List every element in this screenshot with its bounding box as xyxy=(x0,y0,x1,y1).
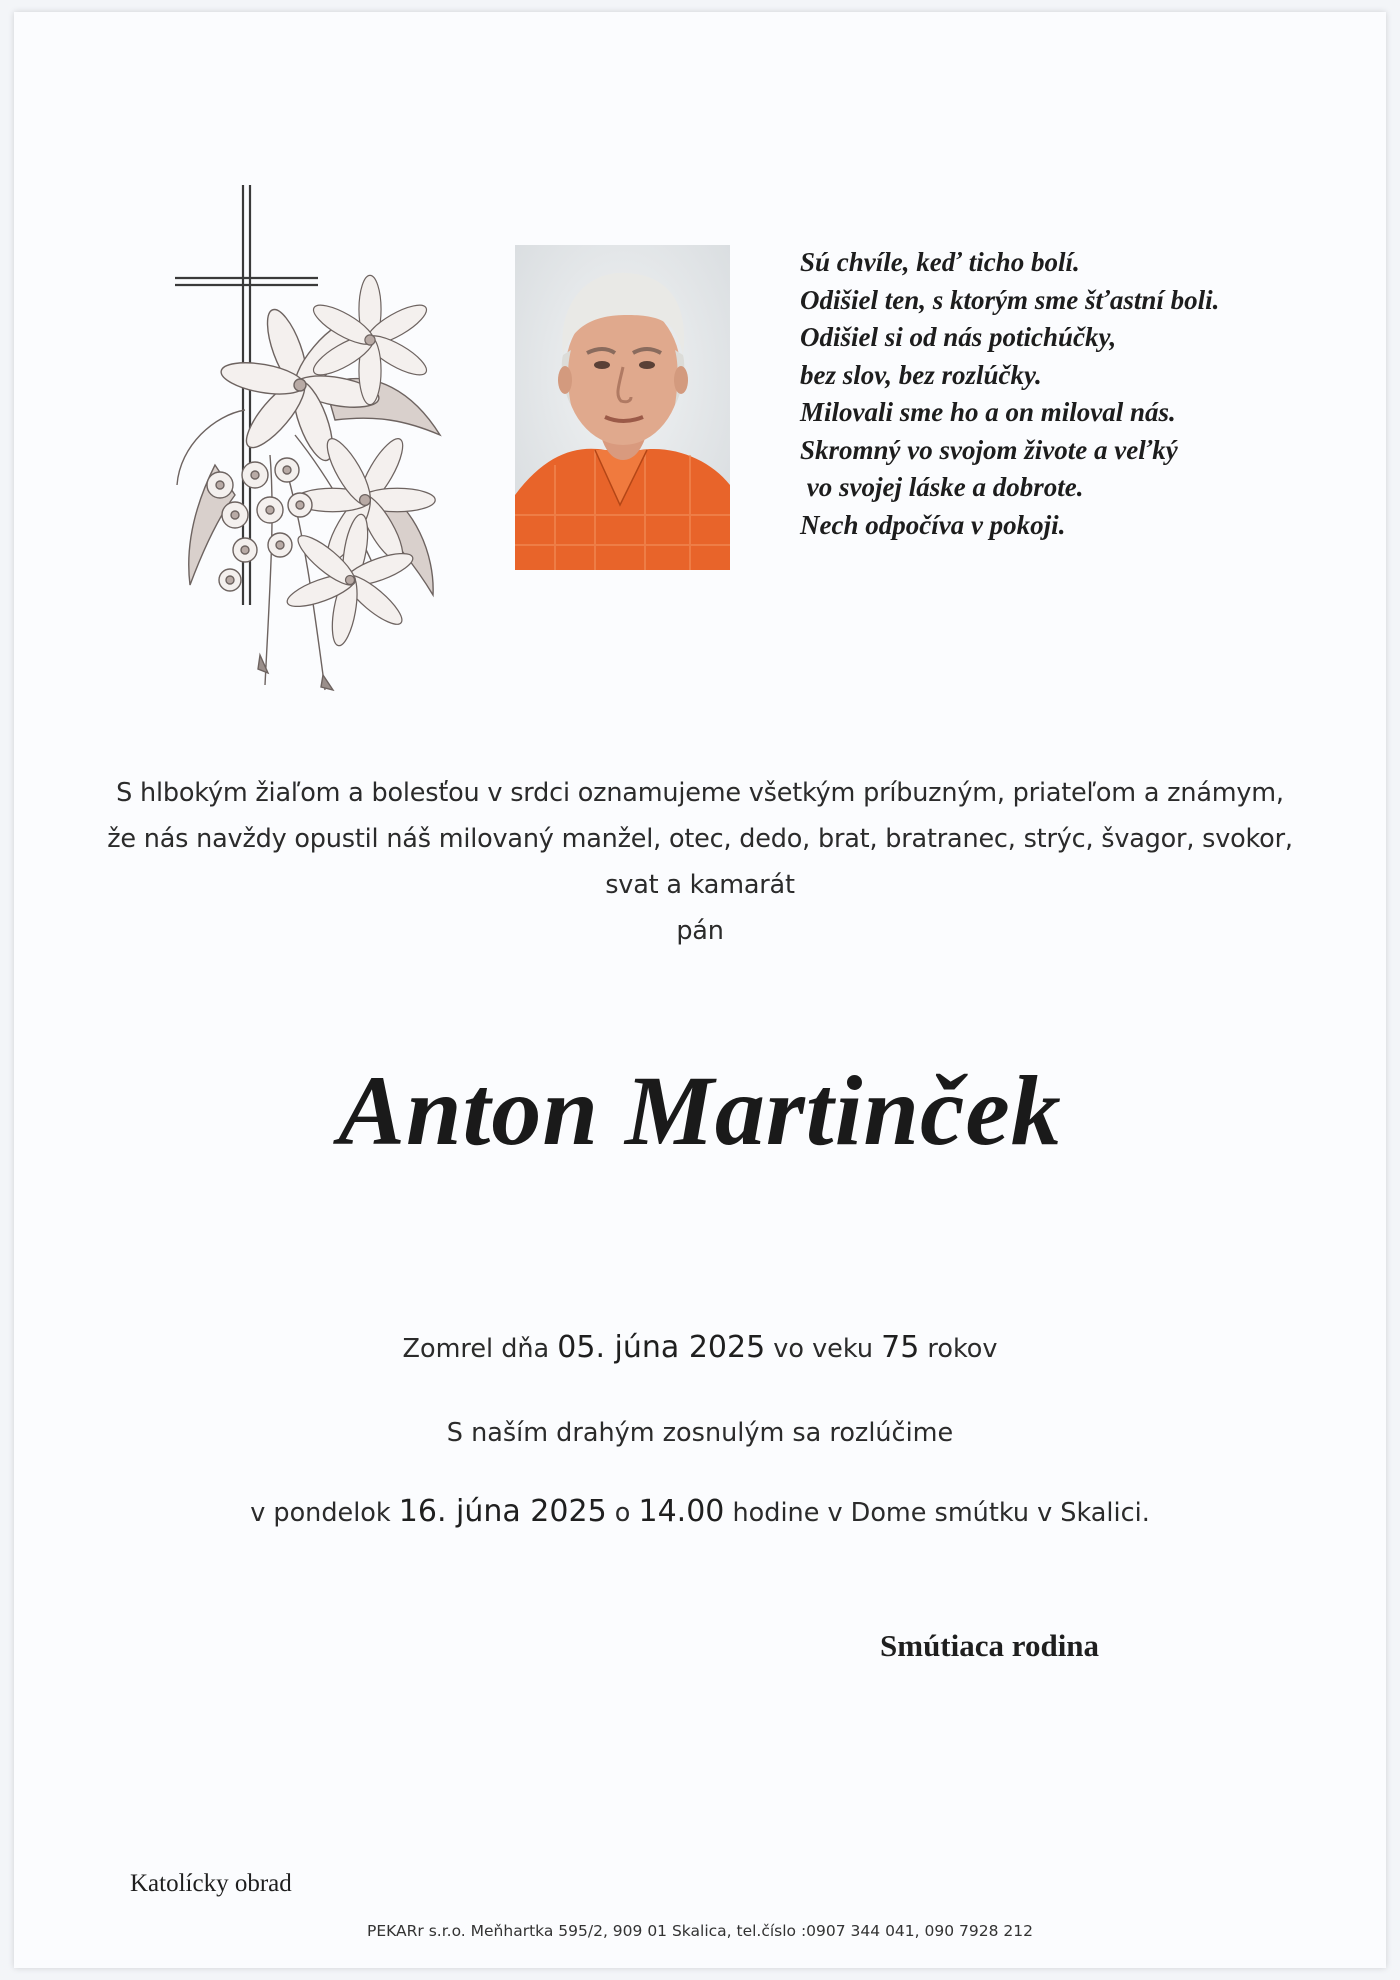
portrait-image xyxy=(515,245,730,570)
deceased-name: Anton Martinček xyxy=(338,1055,1062,1166)
poem xyxy=(800,244,1360,544)
footer-contact: PEKARr s.r.o. Meňhartka 595/2, 909 01 Skalica, tel.číslo :0907 344 041, 090 7928 212 xyxy=(367,1922,1033,1940)
farewell-intro: S naším drahým zosnulým sa rozlúčime xyxy=(446,1418,954,1448)
death-age: 75 xyxy=(881,1330,920,1365)
announcement-line: pán xyxy=(676,916,724,946)
poem-line: Odišiel si od nás potichúčky, xyxy=(800,322,1117,352)
poem-line: Milovali sme ho a on miloval nás. xyxy=(800,397,1176,427)
farewell-info xyxy=(0,1494,1400,1529)
poem-line: bez slov, bez rozlúčky. xyxy=(800,359,1042,390)
death-mid: vo veku xyxy=(765,1334,882,1364)
rite-label: Katolícky obrad xyxy=(130,1870,292,1897)
death-info xyxy=(0,1330,1400,1365)
announcement-line: že nás navždy opustil náš milovaný manžel, otec, dedo, brat, bratranec, strýc, švagor, svokor, xyxy=(107,824,1293,854)
announcement-line: S hlbokým žiaľom a bolesťou v srdci oznamujeme všetkým príbuzným, priateľom a známym, xyxy=(116,778,1284,808)
death-date: 05. júna 2025 xyxy=(557,1330,766,1365)
farewell-time: 14.00 xyxy=(638,1494,725,1529)
farewell-suffix: hodine v Dome smútku v Skalici. xyxy=(724,1498,1150,1528)
poem-line: Nech odpočíva v pokoji. xyxy=(800,509,1066,540)
announcement xyxy=(60,770,1340,954)
poem-line: Odišiel ten, s ktorým sme šťastní boli. xyxy=(800,284,1220,315)
portrait-photo xyxy=(515,245,730,570)
poem-line: Skromný vo svojom živote a veľký xyxy=(800,434,1178,465)
cross-with-flowers-icon xyxy=(175,185,465,705)
family-signature: Smútiaca rodina xyxy=(880,1628,1100,1663)
death-prefix: Zomrel dňa xyxy=(402,1334,558,1364)
announcement-line: svat a kamarát xyxy=(605,870,795,900)
farewell-date: 16. júna 2025 xyxy=(398,1494,607,1529)
farewell-prefix: v pondelok xyxy=(250,1498,399,1528)
death-suffix: rokov xyxy=(919,1334,998,1364)
farewell-mid: o xyxy=(606,1498,639,1528)
poem-line: vo svojej láske a dobrote. xyxy=(800,472,1084,502)
poem-line: Sú chvíle, keď ticho bolí. xyxy=(800,247,1080,277)
